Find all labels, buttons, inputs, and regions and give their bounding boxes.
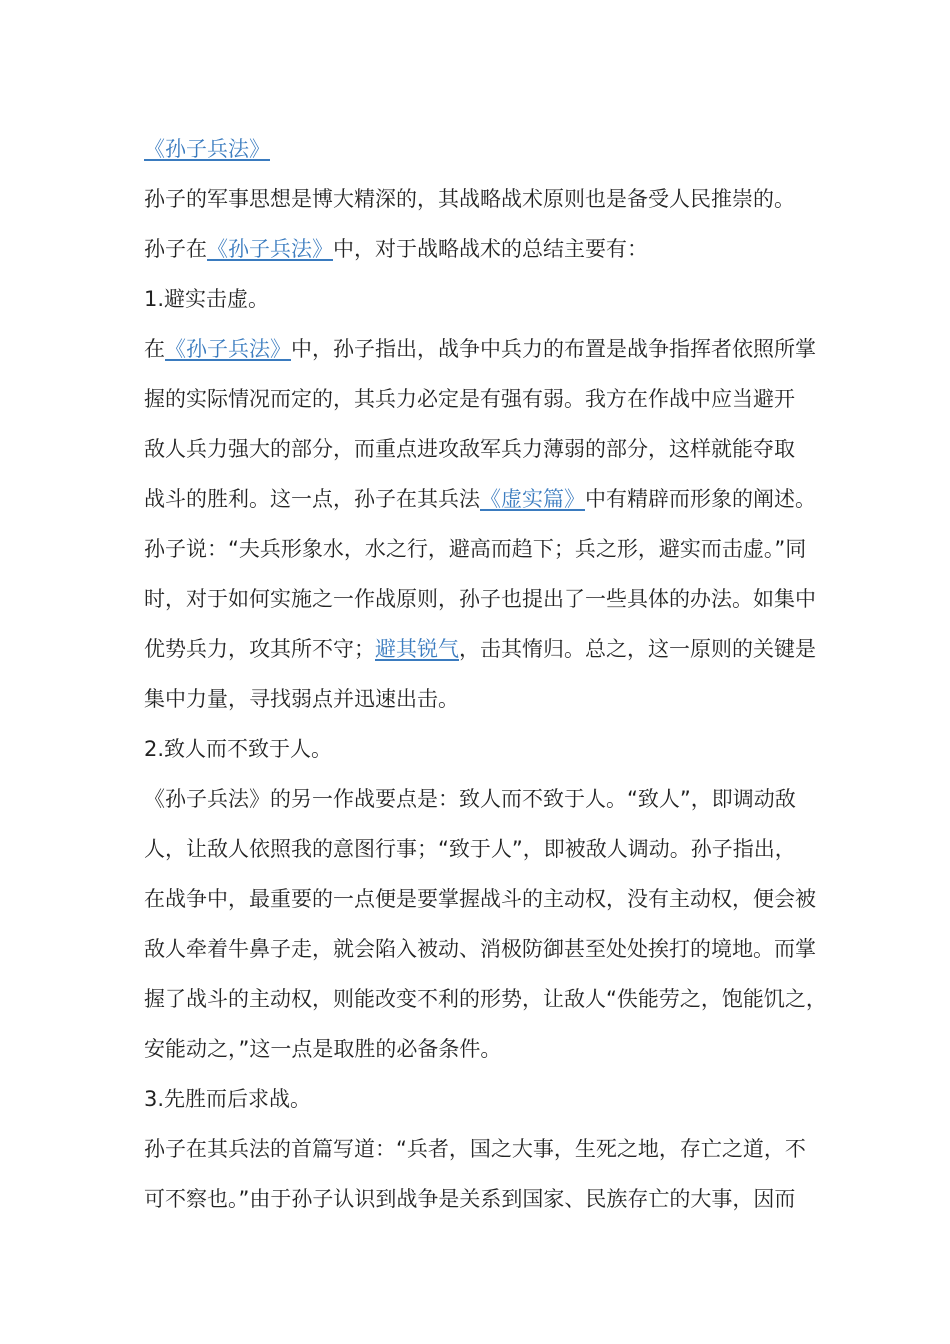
text-line: [144, 374, 816, 424]
text-line: [144, 274, 816, 324]
text-segment: 中，孙子指出，战争中兵力的布置是战争指挥者依照所掌: [291, 337, 816, 361]
inline-link[interactable]: 《孙子兵法》: [207, 237, 333, 261]
text-line: [144, 974, 827, 1024]
text-segment: 孙子在其兵法的首篇写道：“兵者，国之大事，生死之地，存亡之道，不: [144, 1137, 806, 1161]
inline-link[interactable]: 《虚实篇》: [480, 487, 585, 511]
text-segment: 可不察也。”由于孙子认识到战争是关系到国家、民族存亡的大事，因而: [144, 1187, 796, 1211]
title-line: [144, 124, 816, 174]
text-segment: 孙子在: [144, 237, 207, 261]
text-line: [144, 1074, 816, 1124]
text-segment: 孙子的军事思想是博大精深的，其战略战术原则也是备受人民推崇的。: [144, 187, 795, 211]
text-segment: 3.先胜而后求战。: [144, 1087, 312, 1111]
text-segment: 集中力量，寻找弱点并迅速出击。: [144, 687, 459, 711]
text-line: [144, 924, 816, 974]
text-segment: 在战争中，最重要的一点便是要掌握战斗的主动权，没有主动权，便会被: [144, 887, 816, 911]
text-segment: 战斗的胜利。这一点，孙子在其兵法: [144, 487, 480, 511]
text-line: [144, 224, 816, 274]
text-line: [144, 524, 816, 574]
text-segment: 握了战斗的主动权，则能改变不利的形势，让敌人“佚能劳之，饱能饥之，: [144, 987, 827, 1011]
text-segment: 安能动之，”这一点是取胜的必备条件。: [144, 1037, 502, 1061]
text-line: [144, 774, 816, 824]
text-segment: 2.致人而不致于人。: [144, 737, 333, 761]
text-line: [144, 174, 816, 224]
text-line: [144, 1174, 816, 1224]
text-segment: 《孙子兵法》的另一作战要点是：致人而不致于人。“致人”，即调动敌: [144, 787, 796, 811]
article-body: [144, 124, 827, 1224]
text-line: [144, 674, 816, 724]
text-segment: 1.避实击虚。: [144, 287, 270, 311]
text-segment: 时，对于如何实施之一作战原则，孙子也提出了一些具体的办法。如集中: [144, 587, 816, 611]
text-line: [144, 1024, 816, 1074]
text-segment: ，击其惰归。总之，这一原则的关键是: [459, 637, 816, 661]
text-line: [144, 324, 816, 374]
text-line: [144, 824, 816, 874]
text-line: [144, 474, 816, 524]
text-segment: 在: [144, 337, 165, 361]
text-line: [144, 1124, 816, 1174]
inline-link[interactable]: 《孙子兵法》: [165, 337, 291, 361]
text-segment: 优势兵力，攻其所不守；: [144, 637, 375, 661]
text-segment: 敌人兵力强大的部分，而重点进攻敌军兵力薄弱的部分，这样就能夺取: [144, 437, 795, 461]
text-line: [144, 724, 816, 774]
text-segment: 握的实际情况而定的，其兵力必定是有强有弱。我方在作战中应当避开: [144, 387, 795, 411]
text-segment: 人，让敌人依照我的意图行事；“致于人”，即被敌人调动。孙子指出，: [144, 837, 796, 861]
title-link[interactable]: 《孙子兵法》: [144, 137, 270, 161]
text-line: [144, 624, 816, 674]
text-segment: 孙子说：“夫兵形象水，水之行，避高而趋下；兵之形，避实而击虚。”同: [144, 537, 807, 561]
text-segment: 敌人牵着牛鼻子走，就会陷入被动、消极防御甚至处处挨打的境地。而掌: [144, 937, 816, 961]
text-segment: 中有精辟而形象的阐述。: [585, 487, 816, 511]
inline-link[interactable]: 避其锐气: [375, 637, 459, 661]
text-line: [144, 424, 816, 474]
text-line: [144, 574, 816, 624]
text-segment: 中，对于战略战术的总结主要有：: [333, 237, 648, 261]
text-line: [144, 874, 816, 924]
